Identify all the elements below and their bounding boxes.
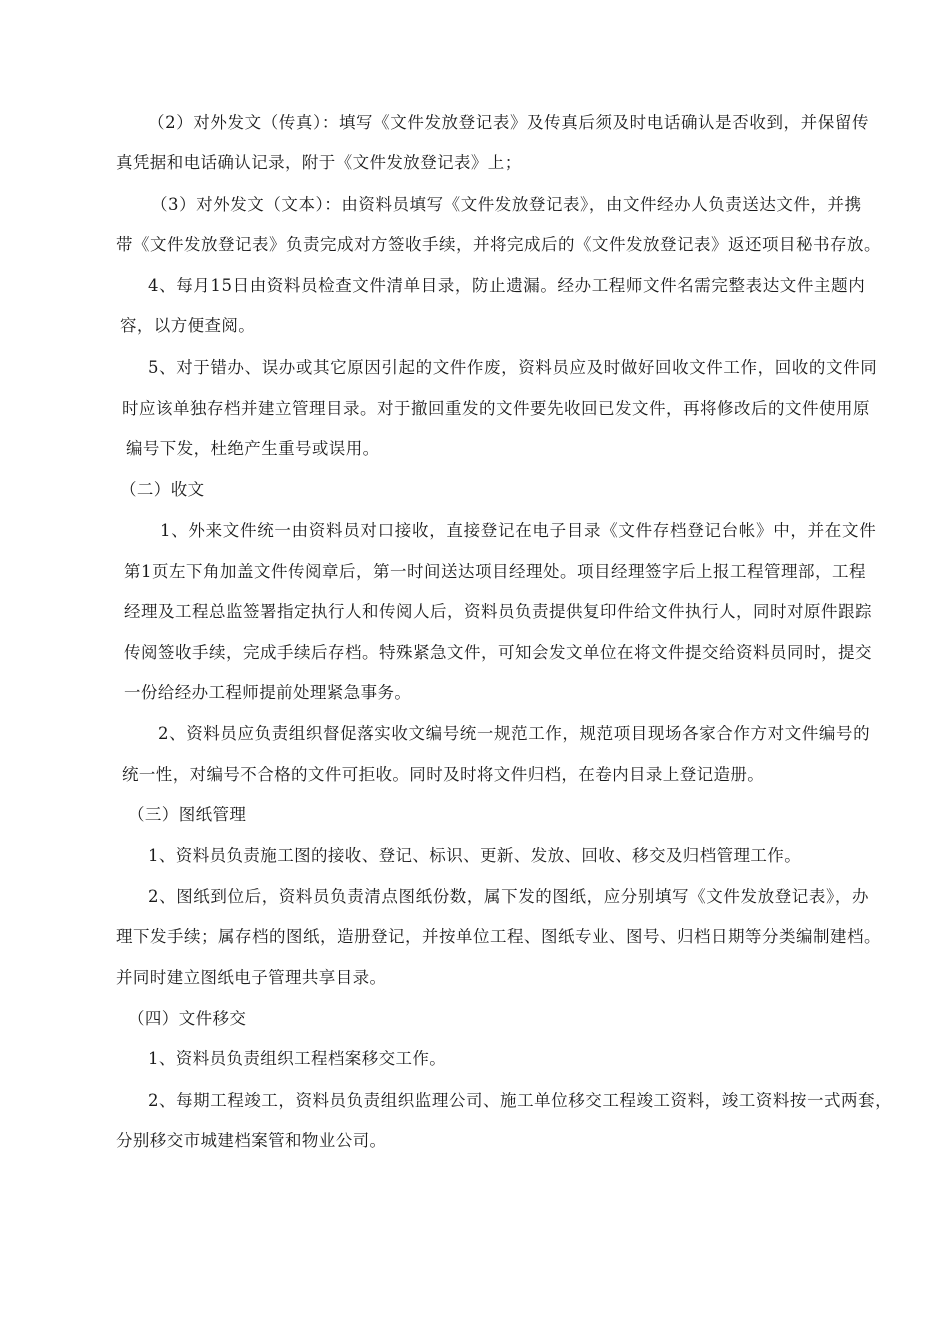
paragraph-transfer1: 1、资料员负责组织工程档案移交工作。 [148,1049,447,1068]
paragraph-fax-line-2: 真凭据和电话确认记录，附于《文件发放登记表》上； [116,153,522,172]
paragraph-item5-line-2: 时应该单独存档并建立管理目录。对于撤回重发的文件要先收回已发文件，再将修改后的文件使用原 [122,399,870,418]
paragraph-text-line-1: （3）对外发文（文本）：由资料员填写《文件发放登记表》，由文件经办人负责送达文件，并携 [151,195,862,214]
paragraph-drawings2-line-1: 2、图纸到位后，资料员负责清点图纸份数，属下发的图纸，应分别填写《文件发放登记表》，办 [148,887,870,906]
paragraph-drawings2-line-3: 并同时建立图纸电子管理共享目录。 [116,968,387,987]
paragraph-receive1-line-4: 传阅签收手续，完成手续后存档。特殊紧急文件，可知会发文单位在将文件提交给资料员同时，提交 [124,643,872,662]
paragraph-item5-line-3: 编号下发，杜绝产生重号或误用。 [126,439,380,458]
section-heading-drawings: （三）图纸管理 [128,805,247,824]
paragraph-item4-line-2: 容，以方便查阅。 [120,316,256,335]
paragraph-text-line-2: 带《文件发放登记表》负责完成对方签收手续，并将完成后的《文件发放登记表》返还项目秘书存放。 [116,235,881,254]
paragraph-receive1-line-2: 第1页左下角加盖文件传阅章后，第一时间送达项目经理处。项目经理签字后上报工程管理部，工程 [124,562,866,581]
paragraph-receive1-line-1: 1、外来文件统一由资料员对口接收，直接登记在电子目录《文件存档登记台帐》中，并在文件 [160,521,877,540]
paragraph-transfer2-line-2: 分别移交市城建档案管和物业公司。 [116,1131,387,1150]
paragraph-item5-line-1: 5、对于错办、误办或其它原因引起的文件作废，资料员应及时做好回收文件工作，回收的文件同 [148,358,878,377]
paragraph-drawings2-line-2: 理下发手续；属存档的图纸，造册登记，并按单位工程、图纸专业、图号、归档日期等分类编制建档。 [116,927,881,946]
paragraph-item4-line-1: 4、每月15日由资料员检查文件清单目录，防止遗漏。经办工程师文件名需完整表达文件主题内 [148,276,866,295]
paragraph-drawings1: 1、资料员负责施工图的接收、登记、标识、更新、发放、回收、移交及归档管理工作。 [148,846,802,865]
paragraph-receive2-line-2: 统一性，对编号不合格的文件可拒收。同时及时将文件归档，在卷内目录上登记造册。 [122,765,765,784]
paragraph-receive1-line-3: 经理及工程总监签署指定执行人和传阅人后，资料员负责提供复印件给文件执行人，同时对原件跟踪 [124,602,872,621]
paragraph-receive1-line-5: 一份给经办工程师提前处理紧急事务。 [124,683,412,702]
paragraph-receive2-line-1: 2、资料员应负责组织督促落实收文编号统一规范工作，规范项目现场各家合作方对文件编号的 [158,724,871,743]
section-heading-receive: （二）收文 [120,480,205,499]
section-heading-transfer: （四）文件移交 [128,1009,247,1028]
paragraph-transfer2-line-1: 2、每期工程竣工，资料员负责组织监理公司、施工单位移交工程竣工资料，竣工资料按一式两套， [148,1091,893,1110]
paragraph-fax-line-1: （2）对外发文（传真）：填写《文件发放登记表》及传真后须及时电话确认是否收到，并保留传 [148,113,870,132]
